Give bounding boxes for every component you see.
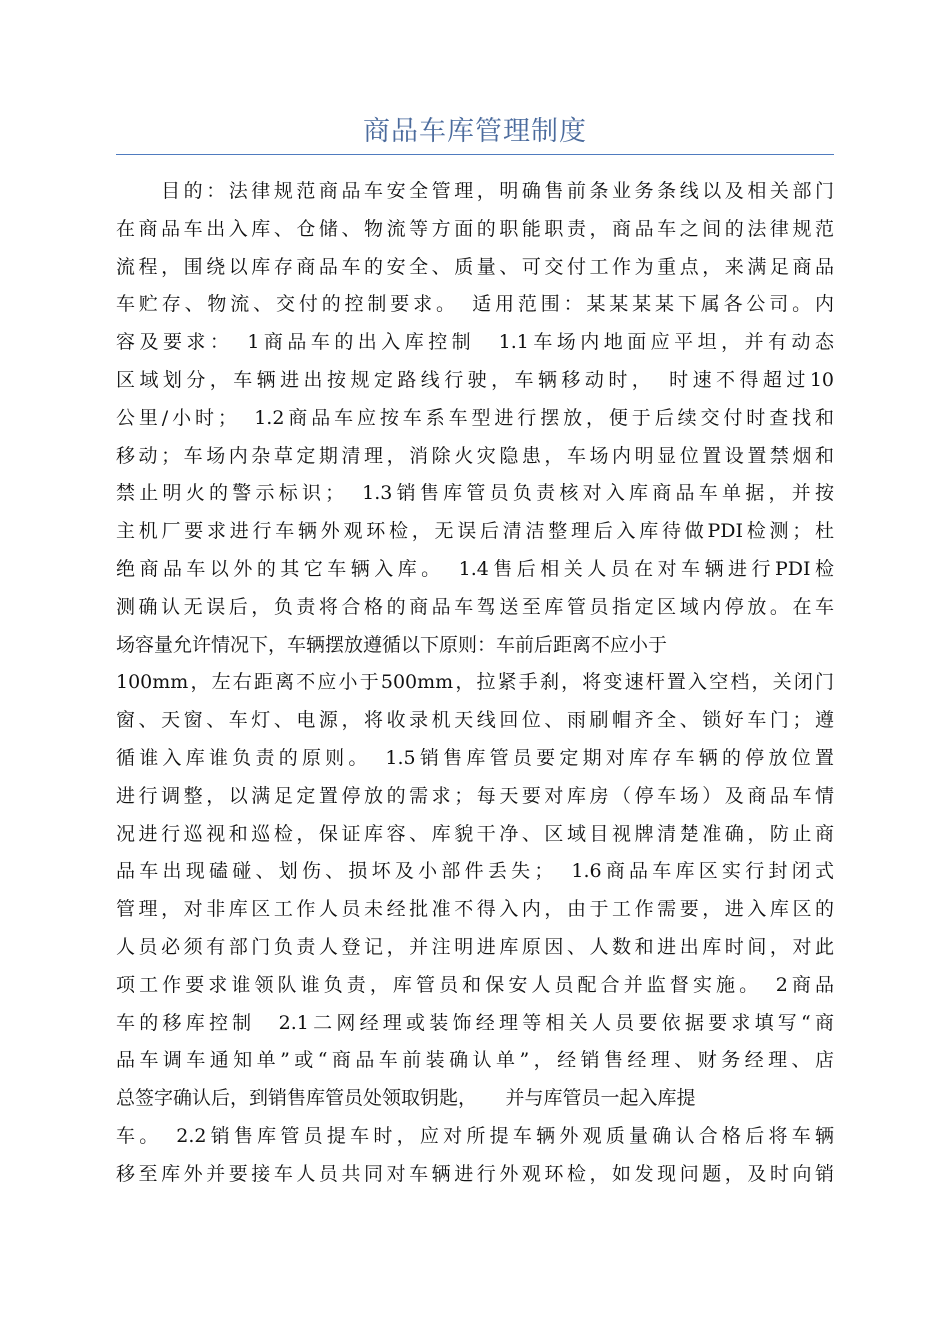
body-line: 容及要求： 1商品车的出入库控制 1.1车场内地面应平坦，并有动态 <box>116 331 834 354</box>
body-line: 管理，对非库区工作人员未经批准不得入内，由于工作需要，进入库区的 <box>116 898 834 921</box>
body-line: 况进行巡视和巡检，保证库容、库貌干净、区域目视牌清楚准确，防止商 <box>116 822 834 845</box>
body-line: 移至库外并要接车人员共同对车辆进行外观环检，如发现问题，及时向销 <box>116 1162 834 1185</box>
body-line: 流程，围绕以库存商品车的安全、质量、可交付工作为重点，来满足商品 <box>116 255 834 278</box>
body-line: 品车出现磕碰、划伤、损坏及小部件丢失； 1.6商品车库区实行封闭式 <box>116 860 834 883</box>
body-line: 禁止明火的警示标识； 1.3销售库管员负责核对入库商品车单据，并按 <box>116 482 834 505</box>
body-line: 窗、天窗、车灯、电源，将收录机天线回位、雨刷帽齐全、锁好车门；遵 <box>116 709 834 732</box>
document-body <box>116 173 834 1194</box>
body-line: 目的：法律规范商品车安全管理，明确售前条业务条线以及相关部门 <box>116 180 834 202</box>
body-line: 场容量允许情况下，车辆摆放遵循以下原则：车前后距离不应小于 <box>116 633 668 656</box>
body-line: 100mm，左右距离不应小于500mm，拉紧手刹，将变速杆置入空档，关闭门 <box>116 671 834 694</box>
body-line: 公里/小时； 1.2商品车应按车系车型进行摆放，便于后续交付时查找和 <box>116 406 834 429</box>
title-underline <box>116 154 834 155</box>
body-line: 车贮存、物流、交付的控制要求。 适用范围：某某某某下属各公司。内 <box>116 293 834 316</box>
body-line: 绝商品车以外的其它车辆入库。 1.4售后相关人员在对车辆进行PDI检 <box>116 557 834 580</box>
body-line: 在商品车出入库、仓储、物流等方面的职能职责，商品车之间的法律规范 <box>116 217 834 240</box>
body-line: 品车调车通知单”或“商品车前装确认单”，经销售经理、财务经理、店 <box>116 1049 834 1072</box>
body-line: 测确认无误后，负责将合格的商品车驾送至库管员指定区域内停放。在车 <box>116 595 834 618</box>
body-line: 进行调整，以满足定置停放的需求；每天要对库房（停车场）及商品车情 <box>116 784 834 807</box>
body-line: 区域划分，车辆进出按规定路线行驶，车辆移动时， 时速不得超过10 <box>116 368 834 391</box>
body-line: 主机厂要求进行车辆外观环检，无误后清洁整理后入库待做PDI检测；杜 <box>116 520 834 543</box>
body-line: 移动；车场内杂草定期清理，消除火灾隐患，车场内明显位置设置禁烟和 <box>116 444 834 467</box>
body-line: 人员必须有部门负责人登记，并注明进库原因、人数和进出库时间，对此 <box>116 935 834 958</box>
body-line: 项工作要求谁领队谁负责，库管员和保安人员配合并监督实施。 2商品 <box>116 973 834 996</box>
body-line: 车的移库控制 2.1二网经理或装饰经理等相关人员要依据要求填写“商 <box>116 1011 834 1034</box>
body-line: 车。 2.2销售库管员提车时，应对所提车辆外观质量确认合格后将车辆 <box>116 1124 834 1147</box>
body-line: 循谁入库谁负责的原则。 1.5销售库管员要定期对库存车辆的停放位置 <box>116 746 834 769</box>
document-title: 商品车库管理制度 <box>363 116 587 147</box>
body-line: 总签字确认后，到销售库管员处领取钥匙， 并与库管员一起入库提 <box>116 1087 696 1110</box>
